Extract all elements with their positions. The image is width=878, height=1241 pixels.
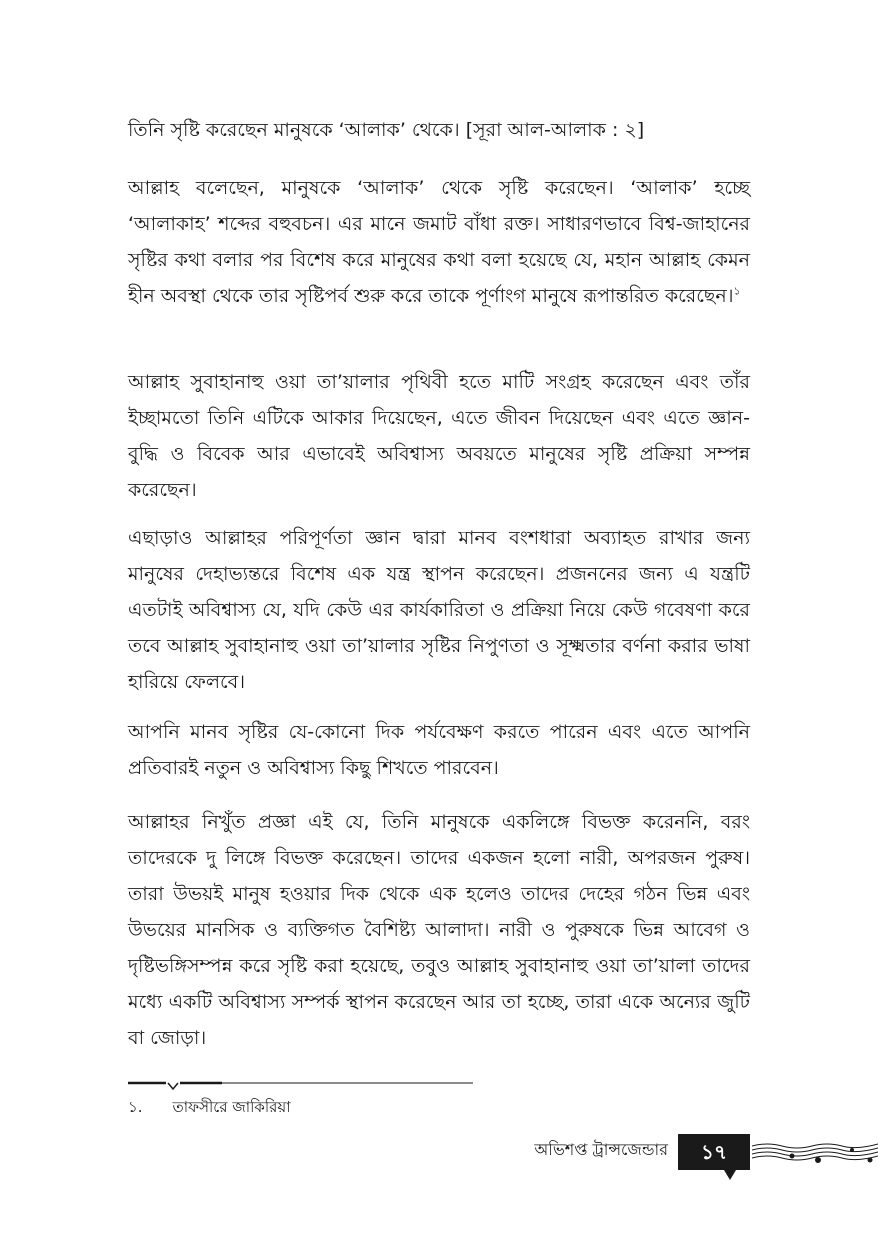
paragraph-observation [128,714,750,786]
footnote-marker: ১ [733,284,741,298]
paragraph-two-genders [128,804,750,1056]
footnote [128,1095,291,1119]
wave-ornament-icon [752,1136,878,1168]
paragraph-reproduction [128,520,750,700]
running-footer-title: অভিশপ্ত ট্রান্সজেন্ডার [534,1140,668,1159]
paragraph-text: আল্লাহ সুবাহানাহু ওয়া তা’য়ালার পৃথিবী হতে মাটি সংগ্রহ করেছেন এবং তাঁর ইচ্ছামতো তিনি এটিকে আকার দিয়েছেন, এতে জীবন দিয়েছেন এবং এতে জ্ঞান-বুদ্ধি ও বিবেক আর এভাবেই অবিশ্বাস্য অবয়তে মানুষের সৃষ্টি প্রক্রিয়া সম্পন্ন করেছেন। [128,371,750,501]
paragraph-quran-verse [128,112,750,148]
footnote-text: তাফসীরে জাকিরিয়া [172,1098,291,1116]
footnote-number: ১. [128,1098,143,1116]
paragraph-creation-process [128,364,750,508]
paragraph-text: আল্লাহ বলেছেন, মানুষকে ‘আলাক’ থেকে সৃষ্টি করেছেন। ‘আলাক’ হচ্ছে ‘আলাকাহ’ শব্দের বহুবচন। এর মানে জমাট বাঁধা রক্ত। সাধারণভাবে বিশ্ব-জাহানের সৃষ্টির কথা বলার পর বিশেষ করে মানুষের কথা বলা হয়েছে যে, মহান আল্লাহ কেমন হীন অবস্থা থেকে তার সৃষ্টিপর্ব শুরু করে তাকে পূর্ণাংগ মানুষে রূপান্তরিত করেছেন। [128,177,750,307]
paragraph-text: আপনি মানব সৃষ্টির যে-কোনো দিক পর্যবেক্ষণ করতে পারেন এবং এতে আপনি প্রতিবারই নতুন ও অবিশ্বাস্য কিছু শিখতে পারবেন। [128,721,750,779]
footnote-divider [128,1080,473,1092]
page-number: ১৭ [701,1140,727,1164]
paragraph-alaq-explanation [128,170,750,314]
paragraph-text: আল্লাহর নিখুঁত প্রজ্ঞা এই যে, তিনি মানুষকে একলিঙ্গে বিভক্ত করেননি, বরং তাদেরকে দু লিঙ্গে বিভক্ত করেছেন। তাদের একজন হলো নারী, অপরজন পুরুষ। তারা উভয়ই মানুষ হওয়ার দিক থেকে এক হলেও তাদের দেহের গঠন ভিন্ন এবং উভয়ের মানসিক ও ব্যক্তিগত বৈশিষ্ট্য আলাদা। নারী ও পুরুষকে ভিন্ন আবেগ ও দৃষ্টিভঙ্গিসম্পন্ন করে সৃষ্টি করা হয়েছে, তবুও আল্লাহ সুবাহানাহু ওয়া তা’য়ালা তাদের মধ্যে একটি অবিশ্বাস্য সম্পর্ক স্থাপন করেছেন আর তা হচ্ছে, তারা একে অন্যের জুটি বা জোড়া। [128,811,750,1049]
paragraph-text: তিনি সৃষ্টি করেছেন মানুষকে ‘আলাক’ থেকে। [সূরা আল-আলাক : ২] [128,119,645,141]
paragraph-text: এছাড়াও আল্লাহর পরিপূর্ণতা জ্ঞান দ্বারা মানব বংশধারা অব্যাহত রাখার জন্য মানুষের দেহাভ্যন্তরে বিশেষ এক যন্ত্র স্থাপন করেছেন। প্রজননের জন্য এ যন্ত্রটি এতটাই অবিশ্বাস্য যে, যদি কেউ এর কার্যকারিতা ও প্রক্রিয়া নিয়ে কেউ গবেষণা করে তবে আল্লাহ সুবাহানাহু ওয়া তা’য়ালার সৃষ্টির নিপুণতা ও সূক্ষ্মতার বর্ণনা করার ভাষা হারিয়ে ফেলবে। [128,527,750,693]
